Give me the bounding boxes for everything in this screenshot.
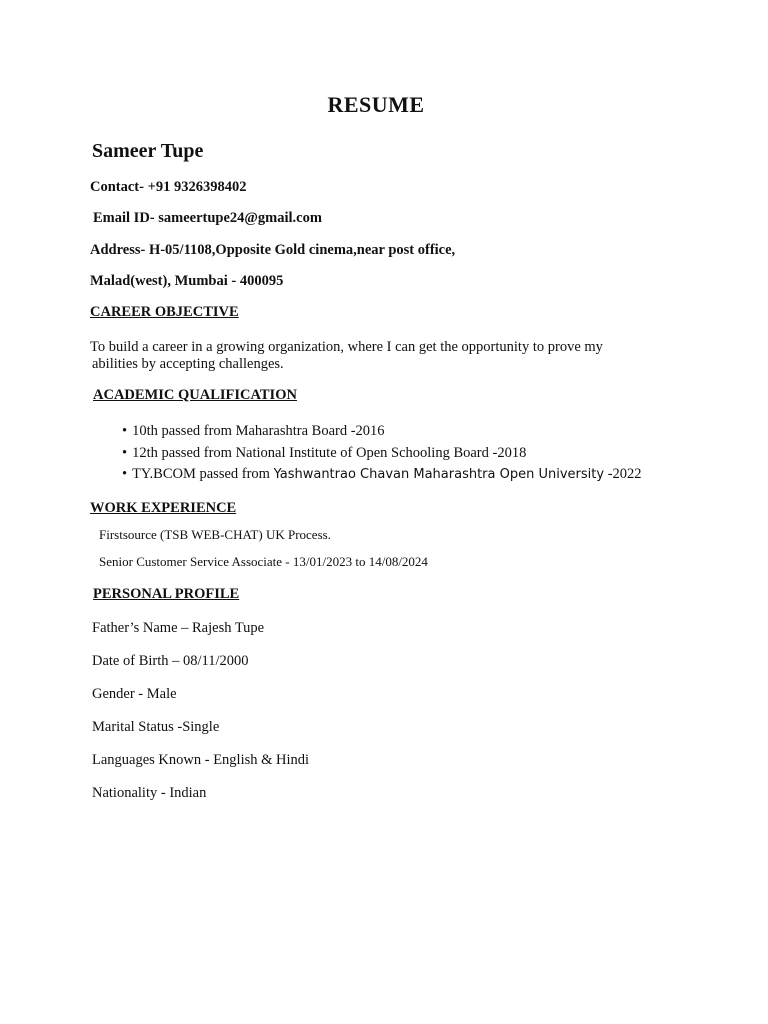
career-objective-text [90, 339, 650, 373]
work-experience-heading: WORK EXPERIENCE [90, 500, 237, 516]
career-objective-line-2: abilities by accepting challenges. [92, 356, 284, 372]
work-role: Senior Customer Service Associate - 13/01/2023 to 14/08/2024 [99, 554, 428, 569]
contact-number: Contact- +91 9326398402 [90, 179, 247, 195]
career-objective-heading: CAREER OBJECTIVE [90, 304, 239, 320]
profile-fathers-name: Father’s Name – Rajesh Tupe [92, 620, 265, 636]
academic-list [122, 421, 642, 486]
academic-qualification-heading: ACADEMIC QUALIFICATION [93, 387, 297, 403]
work-company: Firstsource (TSB WEB-CHAT) UK Process. [99, 527, 331, 542]
profile-date-of-birth: Date of Birth – 08/11/2000 [92, 653, 249, 669]
personal-profile-heading: PERSONAL PROFILE [93, 586, 240, 602]
profile-marital-status: Marital Status -Single [92, 719, 220, 735]
address-line-2: Malad(west), Mumbai - 400095 [90, 273, 284, 289]
candidate-name: Sameer Tupe [92, 140, 204, 162]
address-line-1: Address- H-05/1108,Opposite Gold cinema,near post office, [90, 242, 456, 258]
list-item: • 10th passed from Maharashtra Board -2016 [122, 421, 642, 443]
profile-gender: Gender - Male [92, 686, 177, 702]
email-id: Email ID- sameertupe24@gmail.com [93, 210, 322, 226]
list-item: • 12th passed from National Institute of Open Schooling Board -2018 [122, 443, 642, 465]
list-item: • TY.BCOM passed from Yashwantrao Chavan Maharashtra Open University -2022 [122, 464, 642, 486]
resume-title: RESUME [327, 92, 425, 117]
profile-nationality: Nationality - Indian [92, 785, 207, 801]
career-objective-line-1: To build a career in a growing organization, where I can get the opportunity to prove my [90, 339, 603, 355]
profile-languages: Languages Known - English & Hindi [92, 752, 310, 768]
university-name: Yashwantrao Chavan Maharashtra Open University [273, 467, 605, 482]
